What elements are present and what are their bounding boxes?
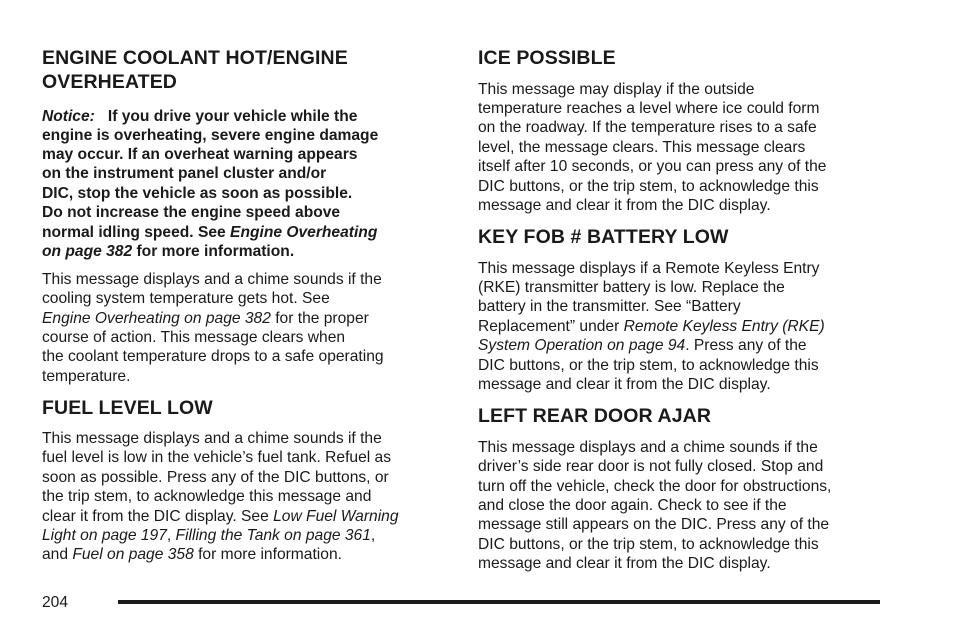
keyfob-body-line: This message displays if a Remote Keyless Entry — [478, 260, 820, 277]
keyfob-body-line: battery in the transmitter. See “Battery — [478, 298, 741, 315]
notice-line — [42, 223, 377, 242]
engine-overheating-reference: Engine Overheating — [230, 224, 378, 241]
body-text: . Press any of the — [685, 337, 807, 354]
door-body-line: message and clear it from the DIC display. — [478, 555, 771, 572]
ice-body-line: message and clear it from the DIC display. — [478, 197, 771, 214]
ice-body-line: level, the message clears. This message clears — [478, 139, 806, 156]
page-reference: on page 382 — [42, 243, 133, 260]
page-number: 204 — [42, 594, 69, 611]
keyfob-body-line — [478, 336, 807, 355]
fuel-body-line: This message displays and a chime sounds if the — [42, 430, 382, 447]
door-body-line: DIC buttons, or the trip stem, to acknowledge this — [478, 536, 819, 553]
rke-reference: Remote Keyless Entry (RKE) — [623, 318, 825, 335]
rke-reference: System Operation on page 94 — [478, 337, 686, 354]
coolant-heading-line1: ENGINE COOLANT HOT/ENGINE — [42, 47, 348, 69]
notice-line: engine is overheating, severe engine damage — [42, 127, 379, 144]
notice-text: normal idling speed. See — [42, 224, 231, 241]
keyfob-body-line: DIC buttons, or the trip stem, to acknowledge this — [478, 357, 819, 374]
notice-line: on the instrument panel cluster and/or — [42, 165, 327, 182]
body-text: , — [370, 527, 376, 544]
notice-label: Notice: — [42, 108, 95, 125]
door-body-line: This message displays and a chime sounds if the — [478, 439, 818, 456]
notice-line — [42, 242, 294, 261]
fuel-body-line — [42, 526, 375, 545]
coolant-heading-line2: OVERHEATED — [42, 71, 177, 93]
door-body-line: turn off the vehicle, check the door for obstructions, — [478, 478, 832, 495]
fuel-body-line: soon as possible. Press any of the DIC buttons, or — [42, 469, 389, 486]
door-body-line: and close the door again. Check to see if the — [478, 497, 787, 514]
ice-possible-heading: ICE POSSIBLE — [478, 47, 616, 69]
low-fuel-warning-reference: Light on page 197 — [42, 527, 167, 544]
ice-body-line: itself after 10 seconds, or you can press any of the — [478, 158, 827, 175]
notice-line: may occur. If an overheat warning appears — [42, 146, 358, 163]
body-text: for the proper — [270, 310, 369, 327]
body-text: , — [166, 527, 176, 544]
coolant-body-line: the coolant temperature drops to a safe operating — [42, 348, 384, 365]
coolant-body-line: temperature. — [42, 368, 131, 385]
door-body-line: message still appears on the DIC. Press any of the — [478, 516, 830, 533]
engine-overheating-reference: Engine Overheating on page 382 — [42, 310, 271, 327]
door-body-line: driver’s side rear door is not fully closed. Stop and — [478, 458, 824, 475]
ice-body-line: temperature reaches a level where ice could form — [478, 100, 820, 117]
body-text: and — [42, 546, 73, 563]
body-text: clear it from the DIC display. See — [42, 508, 274, 525]
fuel-body-line — [42, 545, 342, 564]
coolant-body-line: This message displays and a chime sounds if the — [42, 271, 382, 288]
footer-rule — [118, 600, 880, 604]
notice-line — [42, 107, 357, 126]
body-text: for more information. — [193, 546, 342, 563]
notice-text: for more information. — [132, 243, 295, 260]
keyfob-body-line: (RKE) transmitter battery is low. Replace the — [478, 279, 785, 296]
fuel-body-line: the trip stem, to acknowledge this message and — [42, 488, 372, 505]
filling-tank-reference: Filling the Tank on page 361 — [175, 527, 371, 544]
notice-line: DIC, stop the vehicle as soon as possible. — [42, 185, 353, 202]
coolant-body-line: cooling system temperature gets hot. See — [42, 290, 330, 307]
low-fuel-warning-reference: Low Fuel Warning — [273, 508, 399, 525]
fuel-level-low-heading: FUEL LEVEL LOW — [42, 397, 213, 419]
keyfob-body-line — [478, 317, 825, 336]
body-text: Replacement” under — [478, 318, 624, 335]
fuel-body-line — [42, 507, 399, 526]
fuel-body-line: fuel level is low in the vehicle’s fuel tank. Refuel as — [42, 449, 392, 466]
key-fob-battery-low-heading: KEY FOB # BATTERY LOW — [478, 226, 729, 248]
ice-body-line: This message may display if the outside — [478, 81, 755, 98]
coolant-body-line: course of action. This message clears when — [42, 329, 346, 346]
ice-body-line: DIC buttons, or the trip stem, to acknowledge this — [478, 178, 819, 195]
left-rear-door-ajar-heading: LEFT REAR DOOR AJAR — [478, 405, 712, 427]
notice-line: Do not increase the engine speed above — [42, 204, 341, 221]
keyfob-body-line: message and clear it from the DIC display. — [478, 376, 771, 393]
coolant-body-line — [42, 309, 369, 328]
notice-text: If you drive your vehicle while the — [107, 108, 358, 125]
fuel-reference: Fuel on page 358 — [72, 546, 194, 563]
ice-body-line: on the roadway. If the temperature rises to a safe — [478, 119, 817, 136]
